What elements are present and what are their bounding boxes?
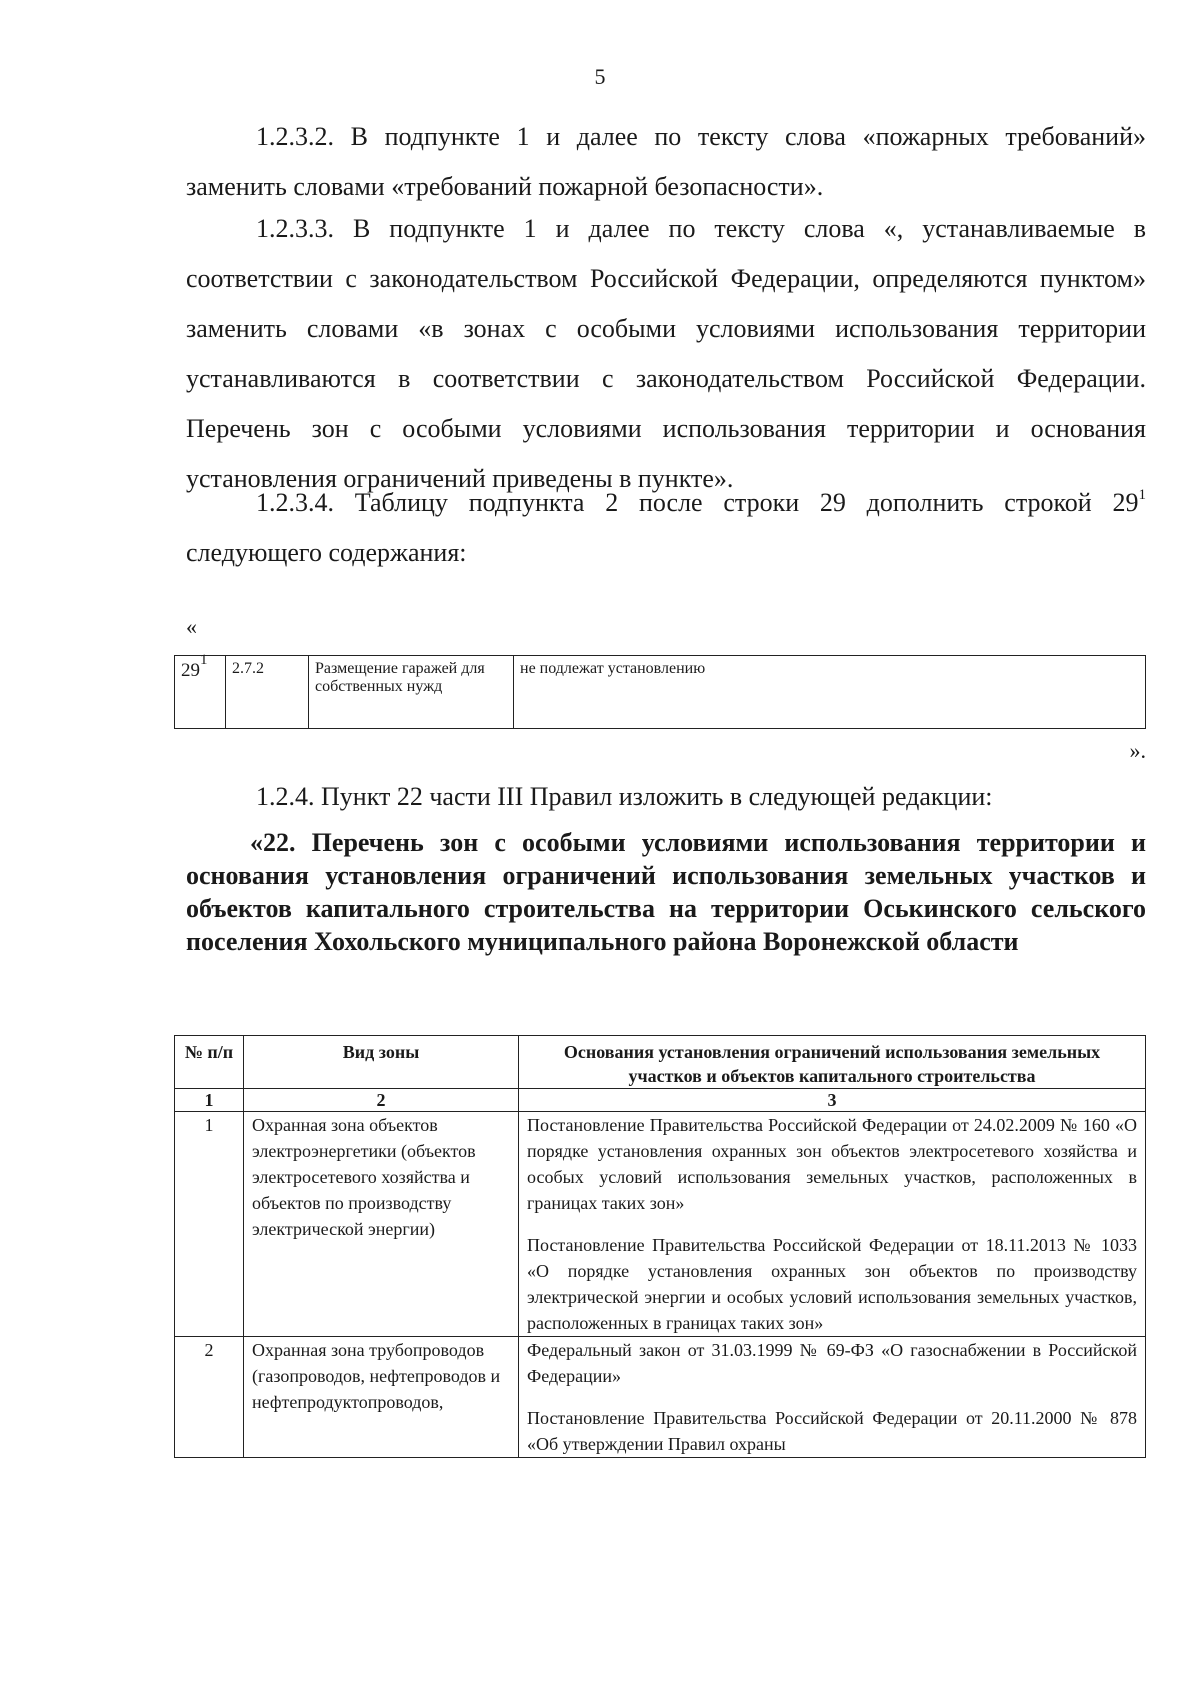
paragraph-text: 1.2.3.2. В подпункте 1 и далее по тексту слова «пожарных требований» заменить словами «требований пожарной безопасности».: [186, 122, 1146, 201]
row-number: 2: [175, 1337, 244, 1458]
column-number: 3: [519, 1089, 1146, 1112]
paragraph-text: следующего содержания:: [186, 538, 467, 567]
header-basis: Основания установления ограничений использования земельных участков и объектов капитального строительства: [519, 1036, 1146, 1089]
table-row: [175, 1337, 1146, 1458]
basis-document: Постановление Правительства Российской Федерации от 20.11.2000 № 878 «Об утверждении Правил охраны: [527, 1408, 1137, 1454]
row-number: 29: [181, 660, 200, 681]
column-number: 1: [175, 1089, 244, 1112]
column-number-row: [175, 1089, 1146, 1112]
paragraph-text: 1.2.3.3. В подпункте 1 и далее по тексту слова «, устанавливаемые в соответствии с законодательством Российской Федерации, определяются пунктом» заменить словами «в зонах с особыми условиями использования территории устанавливаются в соответствии с законодательством Российской Федерации. Перечень зон с особыми условиями использования территории и основания установления ограничений приведены в пункте».: [186, 214, 1146, 493]
paragraph-text: 1.2.3.4. Таблицу подпункта 2 после строки 29 дополнить строкой 29: [256, 488, 1139, 517]
opening-quote: «: [186, 614, 197, 639]
superscript: 1: [200, 652, 208, 668]
paragraph-1-2-3-4: [186, 478, 1146, 578]
header-zone-type: Вид зоны: [244, 1036, 519, 1089]
paragraph-1-2-3-2: [186, 112, 1146, 212]
header-number: № п/п: [175, 1036, 244, 1089]
row-number-cell: [175, 652, 226, 729]
basis-document: Постановление Правительства Российской Федерации от 18.11.2013 № 1033 «О порядке установления охранных зон объектов по производству электрической энергии и особых условий использования земельных участков, расположенных в границах таких зон»: [527, 1235, 1137, 1333]
zone-type: Охранная зона трубопроводов (газопроводов, нефтепроводов и нефтепродуктопроводов,: [244, 1337, 519, 1458]
zones-table: [174, 1035, 1146, 1458]
header-row: [175, 1036, 1146, 1089]
page-number: 5: [594, 64, 606, 89]
table-row: [175, 1112, 1146, 1337]
basis-cell: [519, 1337, 1146, 1458]
row-number: 1: [175, 1112, 244, 1337]
basis-cell: [519, 1112, 1146, 1337]
code-cell: 2.7.2: [226, 656, 309, 729]
basis-document: Федеральный закон от 31.03.1999 № 69-ФЗ «О газоснабжении в Российской Федерации»: [527, 1340, 1137, 1386]
closing-quote: ».: [1129, 738, 1146, 763]
column-number: 2: [244, 1089, 519, 1112]
paragraph-1-2-3-3: [186, 204, 1146, 504]
zone-type: Охранная зона объектов электроэнергетики (объектов электросетевого хозяйства и объектов по производству электрической энергии): [244, 1112, 519, 1337]
use-cell: Размещение гаражей для собственных нужд: [309, 656, 514, 729]
superscript: 1: [1138, 487, 1146, 503]
section-heading: [186, 826, 1146, 958]
paragraph-1-2-4: [186, 772, 1146, 822]
paragraph-text: 1.2.4. Пункт 22 части III Правил изложить в следующей редакции:: [256, 782, 993, 811]
inserted-row-table: [174, 652, 1146, 729]
heading-text: «22. Перечень зон с особыми условиями использования территории и основания установления ограничений использования земельных участков и объектов капитального строительства на территории Оськинского сельского поселения Хохольского муниципального района Воронежской области: [186, 828, 1146, 956]
basis-document: Постановление Правительства Российской Федерации от 24.02.2009 № 160 «О порядке установления охранных зон объектов электросетевого хозяйства и особых условий использования земельных участков, расположенных в границах таких зон»: [527, 1115, 1137, 1213]
table-row: [175, 656, 1146, 729]
value-cell: не подлежат установлению: [514, 656, 1146, 729]
